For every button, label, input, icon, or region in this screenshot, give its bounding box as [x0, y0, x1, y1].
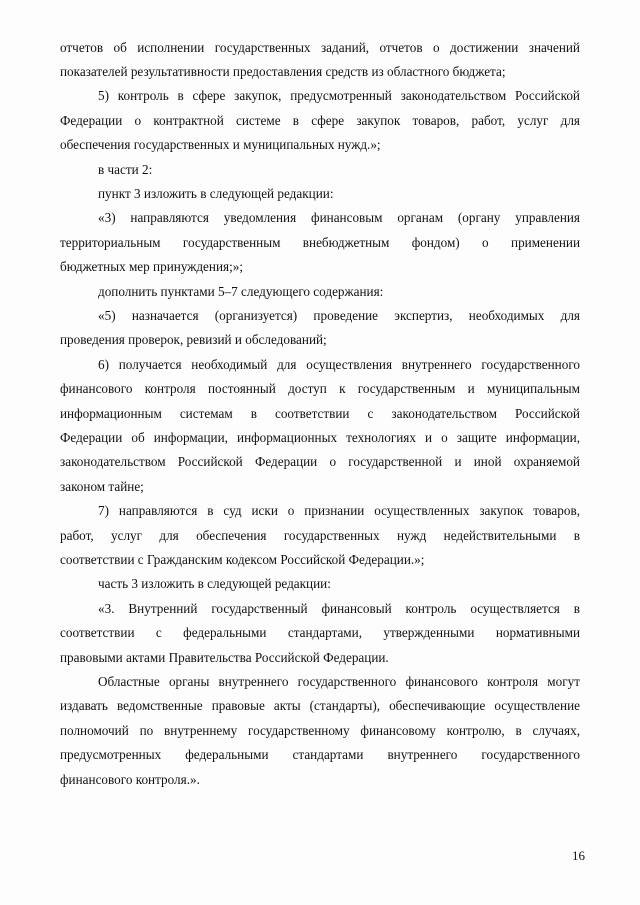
text-line: в части 2:: [98, 162, 153, 177]
text-line: 6) получается необходимый для осуществления внутреннего государственного: [98, 357, 580, 372]
text-line: финансового контроля.».: [60, 772, 200, 787]
text-line: работ, услуг для обеспечения государственных нужд недействительными в: [60, 528, 580, 543]
text-line: соответствии с федеральными стандартами, утвержденными нормативными: [60, 625, 580, 640]
text-line: соответствии с Гражданским кодексом Российской Федерации.»;: [60, 552, 425, 567]
text-line: 5) контроль в сфере закупок, предусмотренный законодательством Российской: [98, 88, 580, 103]
text-line: «5) назначается (организуется) проведение экспертиз, необходимых для: [98, 308, 580, 323]
text-line: «3. Внутренний государственный финансовый контроль осуществляется в: [98, 601, 580, 616]
text-line: проведения проверок, ревизий и обследований;: [60, 332, 327, 347]
text-line: законом тайне;: [60, 479, 144, 494]
text-line: показателей результативности предоставления средств из областного бюджета;: [60, 64, 506, 79]
text-line: финансового контроля постоянный доступ к государственным и муниципальным: [60, 381, 580, 396]
text-line: издавать ведомственные правовые акты (стандарты), обеспечивающие осуществление: [60, 698, 580, 713]
text-line: полномочий по внутреннему государственному финансовому контролю, в случаях,: [60, 723, 580, 738]
text-line: Федерации о контрактной системе в сфере закупок товаров, работ, услуг для: [60, 113, 580, 128]
text-line: Областные органы внутреннего государственного финансового контроля могут: [98, 674, 580, 689]
text-line: «3) направляются уведомления финансовым органам (органу управления: [98, 210, 580, 225]
text-line: бюджетных мер принуждения;»;: [60, 259, 244, 274]
text-line: территориальным государственным внебюджетным фондом) о применении: [60, 235, 580, 250]
text-line: пункт 3 изложить в следующей редакции:: [98, 186, 334, 201]
text-line: информационным системам в соответствии с законодательством Российской: [60, 406, 580, 421]
text-line: законодательством Российской Федерации о государственной и иной охраняемой: [60, 454, 580, 469]
text-line: 7) направляются в суд иски о признании осуществленных закупок товаров,: [98, 503, 580, 518]
page-number: 16: [572, 848, 585, 863]
text-line: Федерации об информации, информационных технологиях и о защите информации,: [60, 430, 580, 445]
text-line: отчетов об исполнении государственных заданий, отчетов о достижении значений: [60, 40, 580, 55]
text-line: правовыми актами Правительства Российской Федерации.: [60, 650, 389, 665]
text-line: обеспечения государственных и муниципальных нужд.»;: [60, 137, 381, 152]
text-line: предусмотренных федеральными стандартами внутреннего государственного: [60, 747, 580, 762]
text-line: часть 3 изложить в следующей редакции:: [98, 576, 331, 591]
text-line: дополнить пунктами 5–7 следующего содержания:: [98, 284, 384, 299]
